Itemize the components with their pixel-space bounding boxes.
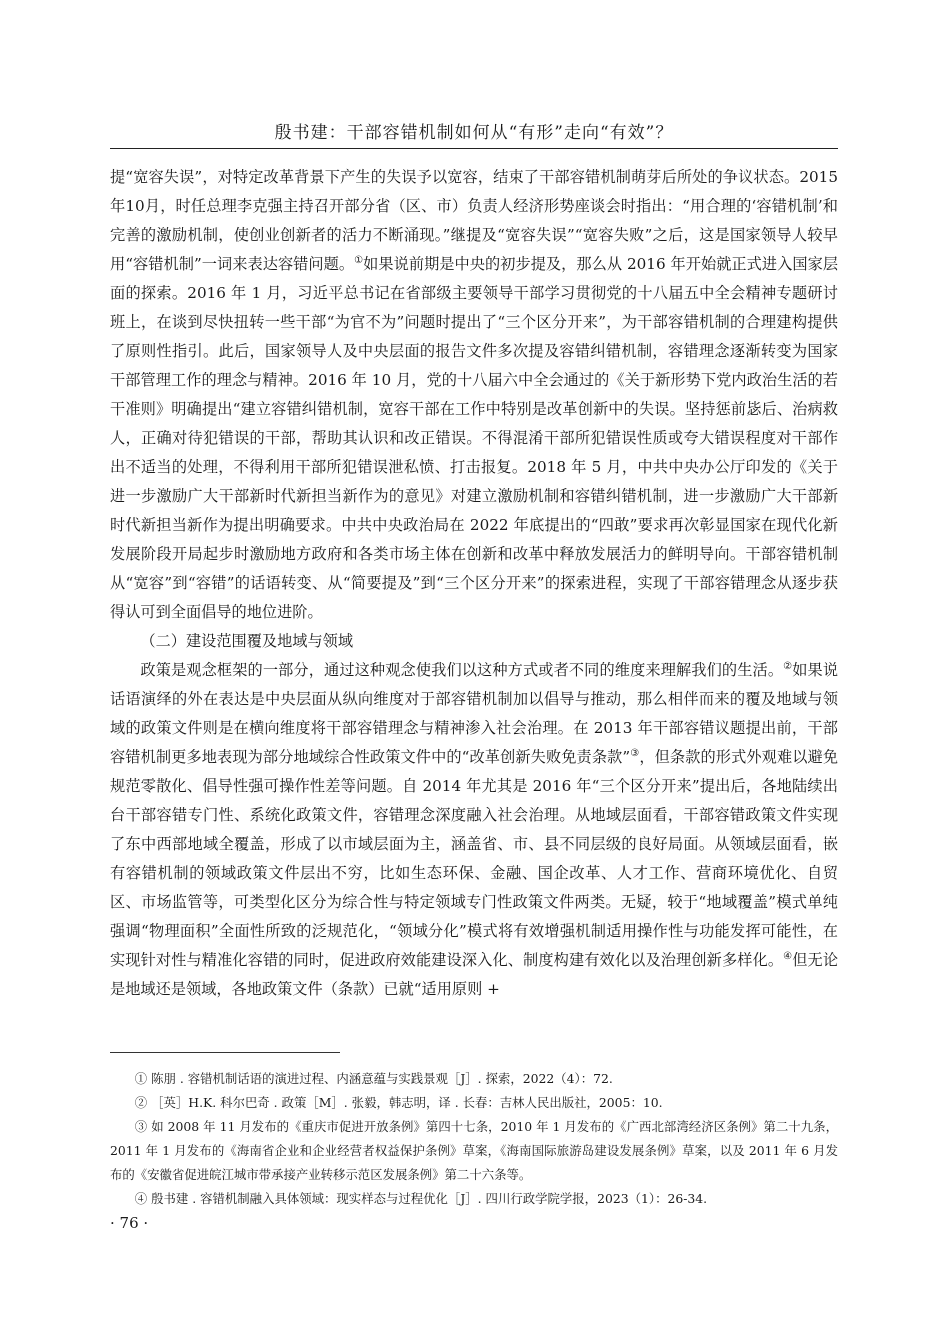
footnote-ref-1[interactable]: ①	[354, 255, 364, 266]
header-rule	[110, 148, 838, 149]
footnote-ref-3[interactable]: ③	[630, 748, 640, 759]
footnote-4: ④ 殷书建 . 容错机制融入具体领域：现实样态与过程优化［J］. 四川行政学院学报，2023（1）：26-34.	[134, 1191, 708, 1206]
footnotes	[110, 1067, 838, 1211]
p1-text-b: 如果说前期是中央的初步提及，那么从 2016 年开始就正式进入国家层面的探索。2016 年 1 月，习近平总书记在省部级主要领导干部学习贯彻党的十八届五中全会精神专题研讨班上，在谈到尽快扭转一些干部“为官不为”问题时提出了“三个区分开来”，为干部容错机制的合理建构提供了原则性指引。此后，国家领导人及中央层面的报告文件多次提及容错纠错机制，容错理念逐渐转变为国家干部管理工作的理念与精神。2016 年 10 月，党的十八届六中全会通过的《关于新形势下党内政治生活的若干准则》明确提出“建立容错纠错机制，宽容干部在工作中特别是改革创新中的失误。坚持惩前毖后、治病救人，正确对待犯错误的干部，帮助其认识和改正错误。不得混淆干部所犯错误性质或夸大错误程度对干部作出不适当的处理，不得利用干部所犯错误泄私愤、打击报复。2018 年 5 月，中共中央办公厅印发的《关于进一步激励广大干部新时代新担当新作为的意见》对建立激励机制和容错纠错机制，进一步激励广大干部新时代新担当新作为提出明确要求。中共中央政治局在 2022 年底提出的“四敢”要求再次彰显国家在现代化新发展阶段开局起步时激励地方政府和各类市场主体在创新和改革中释放发展活力的鲜明导向。干部容错机制从“宽容”到“容错”的话语转变、从“简要提及”到“三个区分开来”的探索进程，实现了干部容错理念从逐步获得认可到全面倡导的地位进阶。	[110, 255, 839, 621]
p1-text-a: 提“宽容失误”，对特定改革背景下产生的失误予以宽容，结束了干部容错机制萌芽后所处的争议状态。2015年10月，时任总理李克强主持召开部分省（区、市）负责人经济形势座谈会时指出：“用合理的‘容错机制’和完善的激励机制，使创业创新者的活力不断涌现。”继提及“宽容失误”“宽容失败”之后，这是国家领导人较早用“容错机制”一词来表达容错问题。	[110, 168, 838, 273]
section-heading: （二）建设范围覆及地域与领域	[140, 632, 354, 650]
page-number: · 76 ·	[110, 1214, 149, 1232]
footnote-3: ③ 如 2008 年 11 月发布的《重庆市促进开放条例》第四十七条，2010 年 1 月发布的《广西北部湾经济区条例》第二十九条，2011 年 1 月发布的《海南省企业和企业经营者权益保护条例》草案，《海南国际旅游岛建设发展条例》草案，以及 2011 年 6 月发布的《安徽省促进皖江城市带承接产业转移示范区发展条例》第二十六条等。	[110, 1119, 838, 1182]
footnote-2: ② ［英］H.K. 科尔巴奇 . 政策［M］. 张毅，韩志明，译 . 长春：吉林人民出版社，2005：10.	[134, 1095, 663, 1110]
paragraph-1	[110, 163, 838, 627]
running-title: 殷书建：干部容错机制如何从“有形”走向“有效”？	[274, 123, 674, 143]
p2-text-b: 如果说话语演绎的外在表达是中央层面从纵向维度对于部容错机制加以倡导与推动，那么相伴而来的覆及地域与领域的政策文件则是在横向维度将干部容错理念与精神渗入社会治理。在 2013 年干部容错议题提出前，干部容错机制更多地表现为部分地域综合性政策文件中的“改革创新失败免责条款”	[110, 661, 839, 766]
footnote-1: ① 陈朋 . 容错机制话语的演进过程、内涵意蕴与实践景观［J］. 探索，2022（4）：72.	[134, 1071, 613, 1086]
footnote-rule	[110, 1052, 340, 1053]
body-text	[110, 163, 838, 1004]
p2-text-a: 政策是观念框架的一部分，通过这种观念使我们以这种方式或者不同的维度来理解我们的生活。	[140, 661, 784, 679]
paragraph-2	[110, 656, 838, 1004]
p2-text-c: ，但条款的形式外观难以避免规范零散化、倡导性强可操作性差等问题。自 2014 年尤其是 2016 年“三个区分开来”提出后，各地陆续出台干部容错专门性、系统化政策文件，容错理念深度融入社会治理。从地域层面看，干部容错政策文件实现了东中西部地域全覆盖，形成了以市域层面为主，涵盖省、市、县不同层级的良好局面。从领域层面看，嵌有容错机制的领域政策文件层出不穷，比如生态环保、金融、国企改革、人才工作、营商环境优化、自贸区、市场监管等，可类型化区分为综合性与特定领域专门性政策文件两类。无疑，较于“地域覆盖”模式单纯强调“物理面积”全面性所致的泛规范化，“领域分化”模式将有效增强机制适用操作性与功能发挥可能性，在实现针对性与精准化容错的同时，促进政府效能建设深入化、制度构建有效化以及治理创新多样化。	[110, 748, 838, 969]
p2-text-d: 但无论是地域还是领域，各地政策文件（条款）已就“适用原则 +	[110, 951, 839, 998]
footnote-ref-4[interactable]: ④	[783, 951, 793, 962]
footnote-ref-2[interactable]: ②	[783, 661, 793, 672]
